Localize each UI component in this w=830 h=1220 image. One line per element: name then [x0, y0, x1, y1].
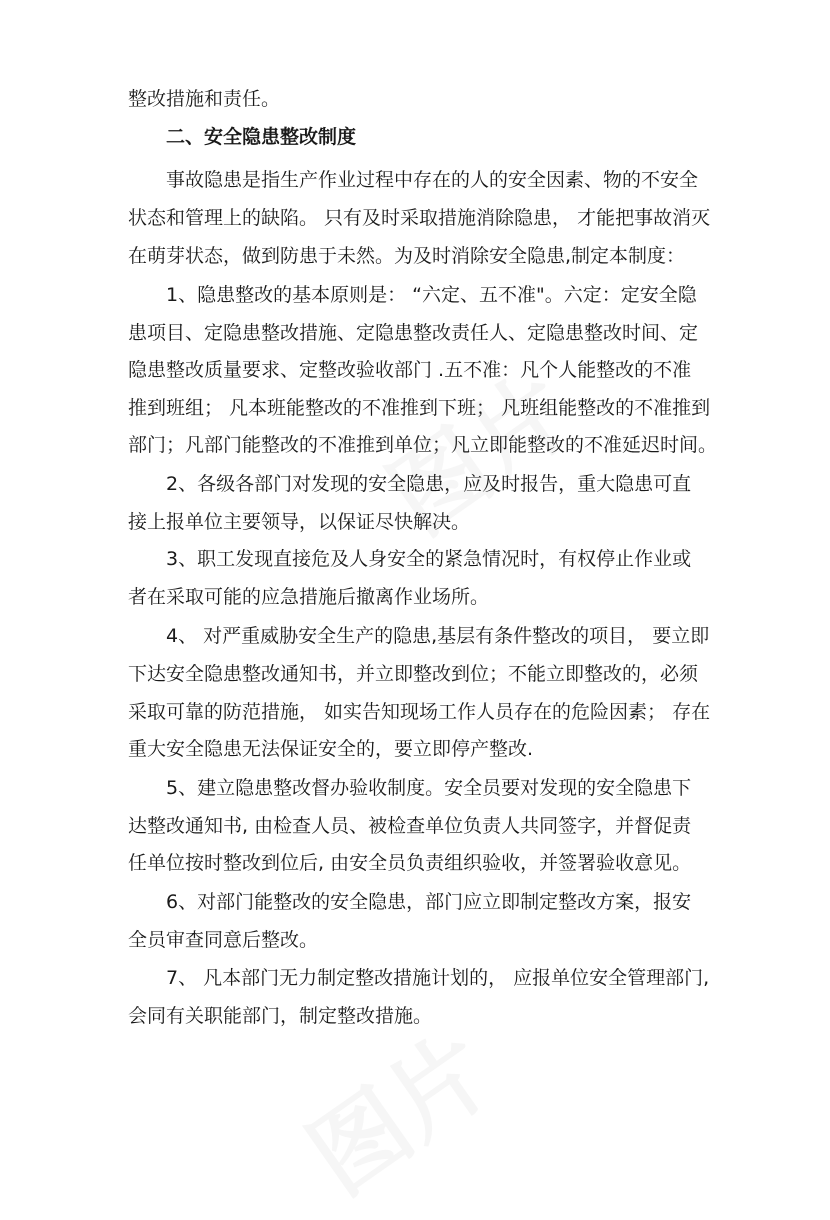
paragraph-line: 2、各级各部门对发现的安全隐患，应及时报告，重大隐患可直 [166, 473, 692, 495]
paragraph-line: 在萌芽状态，做到防患于未然。为及时消除安全隐患,制定本制度： [128, 245, 686, 267]
paragraph-line: 者在采取可能的应急措施后撤离作业场所。 [128, 586, 490, 608]
paragraph-line: 隐患整改质量要求、定整改验收部门 .五不准：凡个人能整改的不准 [128, 359, 692, 381]
paragraph-line: 推到班组； 凡本班能整改的不准推到下班； 凡班组能整改的不准推到 [128, 397, 711, 419]
paragraph-line: 事故隐患是指生产作业过程中存在的人的安全因素、物的不安全 [166, 169, 699, 191]
paragraph-line: 4、 对严重威胁安全生产的隐患,基层有条件整改的项目， 要立即 [166, 625, 710, 647]
paragraph-line: 全员审查同意后整改。 [128, 929, 319, 951]
paragraph-line: 5、建立隐患整改督办验收制度。安全员要对发现的安全隐患下 [166, 777, 692, 799]
paragraph-line: 3、职工发现直接危及人身安全的紧急情况时，有权停止作业或 [166, 548, 692, 570]
paragraph-line: 状态和管理上的缺陷。 只有及时采取措施消除隐患， 才能把事故消灭 [128, 207, 711, 229]
paragraph-line: 接上报单位主要领导，以保证尽快解决。 [128, 511, 471, 533]
paragraph-line: 6、对部门能整改的安全隐患，部门应立即制定整改方案，报安 [166, 891, 692, 913]
paragraph-line: 任单位按时整改到位后, 由安全员负责组织验收，并签署验收意见。 [128, 852, 692, 874]
paragraph-line: 部门；凡部门能整改的不准推到单位；凡立即能整改的不准延迟时间。 [128, 434, 718, 456]
paragraph-line: 采取可靠的防范措施， 如实告知现场工作人员存在的危险因素； 存在 [128, 701, 711, 723]
paragraph-line: 1、隐患整改的基本原则是： “六定、五不准"。六定：定安全隐 [166, 284, 697, 306]
paragraph-line: 重大安全隐患无法保证安全的，要立即停产整改. [128, 738, 534, 760]
paragraph-line: 达整改通知书, 由检查人员、被检查单位负责人共同签字，并督促责 [128, 815, 692, 837]
section-heading: 二、安全隐患整改制度 [166, 126, 357, 148]
watermark [278, 997, 514, 1219]
paragraph-line: 整改措施和责任。 [128, 88, 281, 110]
paragraph-line: 会同有关职能部门，制定整改措施。 [128, 1005, 433, 1027]
paragraph-line: 下达安全隐患整改通知书，并立即整改到位；不能立即整改的，必须 [128, 663, 699, 685]
paragraph-line: 7、 凡本部门无力制定整改措施计划的， 应报单位安全管理部门, [166, 967, 710, 989]
paragraph-line: 患项目、定隐患整改措施、定隐患整改责任人、定隐患整改时间、定 [128, 322, 699, 344]
